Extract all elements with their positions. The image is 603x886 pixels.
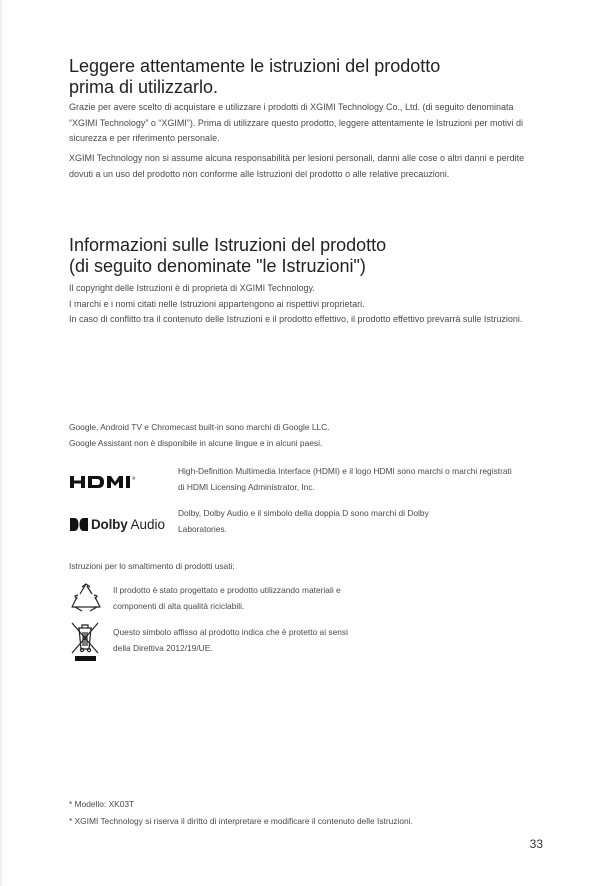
section2-text bbox=[69, 281, 539, 328]
dolby-audio-logo bbox=[70, 515, 165, 533]
dolby-logo-word: Dolby bbox=[91, 516, 128, 532]
google-trademark bbox=[69, 420, 539, 451]
recycle-icon bbox=[70, 583, 102, 613]
dolby-trademark-text: Dolby, Dolby Audio e il simbolo della doppia D sono marchi di Dolby Laboratories. bbox=[178, 508, 429, 534]
page-number: 33 bbox=[529, 837, 543, 851]
section1-title-line1: Leggere attentamente le istruzioni del prodotto bbox=[69, 56, 441, 76]
section2-title-line1: Informazioni sulle Istruzioni del prodotto bbox=[69, 235, 387, 255]
model-note: * Modello: XK03T bbox=[69, 799, 135, 809]
section1-paragraph-2: XGIMI Technology non si assume alcuna responsabilità per lesioni personali, danni alle cose o altri danni e perdite dovuti a un uso del prodotto non conforme alle Istruzioni del prodotto o alle relative precauzioni. bbox=[69, 153, 525, 179]
rights-note: * XGIMI Technology si riserva il diritto di interpretare e modificare il contenuto delle Istruzioni. bbox=[69, 816, 413, 826]
weee-text: Questo simbolo affisso al prodotto indica che è protetto ai sensi della Direttiva 2012/19/UE. bbox=[113, 627, 348, 653]
hdmi-logo-icon bbox=[70, 473, 150, 491]
disposal-heading: Istruzioni per lo smaltimento di prodotti usati: bbox=[69, 561, 235, 571]
section1-title bbox=[69, 56, 549, 98]
dolby-logo-audio: Audio bbox=[130, 516, 166, 532]
section1-title-line2: prima di utilizzarlo. bbox=[69, 77, 219, 97]
section1-paragraph-1: Grazie per avere scelto di acquistare e utilizzare i prodotti di XGIMI Technology Co., Ltd. (di seguito denominata “XGIMI Technology” o “XGIMI”). Prima di utilizzare questo prodotto, leggere attentamente le Istruzioni per motivi di sicurezza e per riferimento personale. bbox=[69, 102, 524, 143]
trademark-owners-line: I marchi e i nomi citati nelle Istruzioni appartengono ai rispettivi proprietari. bbox=[69, 298, 365, 309]
google-trademark-line2: Google Assistant non è disponibile in alcune lingue e in alcuni paesi. bbox=[69, 437, 323, 448]
hdmi-trademark-text: High-Definition Multimedia Interface (HDMI) e il logo HDMI sono marchi o marchi registrati di HDMI Licensing Administrator, Inc. bbox=[178, 466, 512, 492]
conflict-line: In caso di conflitto tra il contenuto delle Istruzioni e il prodotto effettivo, il prodotto effettivo prevarrà sulle Istruzioni. bbox=[69, 314, 523, 324]
svg-text:®: ® bbox=[132, 476, 136, 481]
copyright-line: Il copyright delle Istruzioni è di proprietà di XGIMI Technology. bbox=[69, 283, 315, 293]
recycle-text: Il prodotto è stato progettato e prodotto utilizzando materiali e componenti di alta qualità riciclabili. bbox=[113, 585, 341, 611]
google-trademark-line1: Google, Android TV e Chromecast built-in sono marchi di Google LLC. bbox=[69, 422, 330, 432]
section2-title bbox=[69, 235, 549, 277]
crossed-bin-icon bbox=[70, 620, 100, 662]
dolby-double-d-icon bbox=[70, 518, 88, 531]
section2-title-line2: (di seguito denominate "le Istruzioni") bbox=[69, 256, 366, 276]
